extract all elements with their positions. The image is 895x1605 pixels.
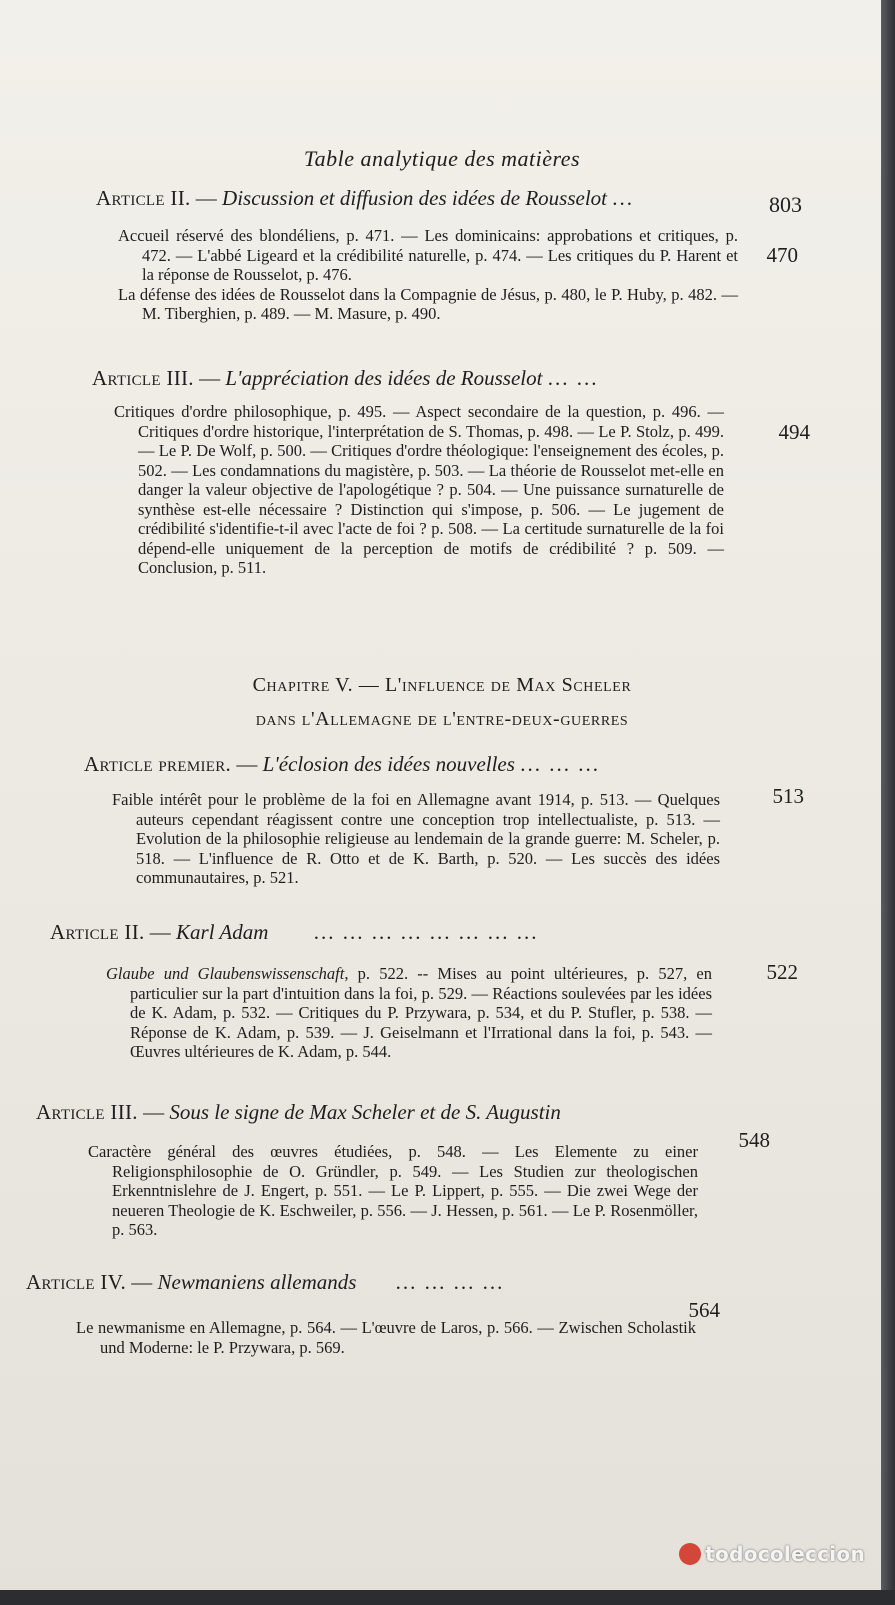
leader-dots: ... ... ... ... ... ... ... ... — [313, 920, 539, 944]
chapter-heading-line: dans l'Allemagne de l'entre-deux-guerres — [255, 708, 629, 730]
chapter-heading — [0, 668, 884, 736]
bottom-background — [0, 1590, 895, 1605]
article-title: Sous le signe de Max Scheler et de S. Augustin — [169, 1100, 561, 1124]
book-page-edge — [881, 0, 895, 1605]
toc-entry-article-iii: Article III. — L'appréciation des idées de Rousselot ... ... — [92, 366, 599, 390]
leader-dots: ... — [612, 186, 635, 210]
article-label: Article II. — [96, 186, 191, 210]
summary-text: , p. 522. -- Mises au point ultérieures, p. 527, en particulier sur la part d'intuition dans la foi, p. 529. — Réactions soulevées par les idées de K. Adam, p. 532. — Critiques du P. Przywara, p. 534, et du P. Stufler, p. 538. — Réponse de K. Adam, p. 539. — J. Geiselmann et l'Irrational dans la foi, p. 543. — Œuvres ultérieures de K. Adam, p. 544. — [130, 964, 712, 1061]
watermark-logo-icon — [679, 1543, 701, 1565]
toc-entry-article-ii-karl-adam: Article II. — Karl Adam ... ... ... ... ... ... ... ... — [50, 920, 539, 944]
summary-paragraph — [106, 964, 712, 1062]
article-page-number: 548 — [738, 1128, 770, 1152]
page-number: 803 — [769, 192, 802, 217]
article-page-number: 494 — [778, 420, 810, 444]
summary-paragraph: Critiques d'ordre philosophique, p. 495. — Aspect secondaire de la question, p. 496. — Critiques d'ordre historique, l'interprétation de S. Thomas, p. 498. — Le P. Stolz, p. 499. — Le P. De Wolf, p. 500. — Critiques d'ordre théologique: l'enseignement des écoles, p. 502. — Les condamnations du magistère, p. 503. — La théorie de Rousselot met-elle en danger la valeur objective de l'apologétique ? p. 504. — Une puissance surnaturelle de synthèse est-elle nécessaire ? Distinction qui s'impose, p. 506. — Le jugement de crédibilité s'identifie-t-il avec l'acte de foi ? p. 508. — La certitude surnaturelle de la foi dépend-elle uniquement de la perception de motifs de crédibilité ? p. 509. — Conclusion, p. 511. — [114, 402, 724, 577]
article-title: Karl Adam — [176, 920, 269, 944]
article-summary — [114, 402, 724, 578]
leader-dots: ... ... ... ... — [395, 1270, 505, 1294]
summary-paragraph: Caractère général des œuvres étudiées, p. 548. — Les Elemente zu einer Religionsphilosophie de O. Gründler, p. 549. — Les Studien zur theologischen Erkenntnislehre de J. Engert, p. 551. — Le P. Lippert, p. 555. — Die zwei Wege der neueren Theologie de K. Eschweiler, p. 556. — J. Hessen, p. 561. — Le P. Rosenmöller, p. 563. — [88, 1142, 698, 1239]
toc-entry-article-iii-scheler: Article III. — Sous le signe de Max Scheler et de S. Augustin — [36, 1100, 561, 1124]
summary-work-title: Glaube und Glaubenswissenschaft — [106, 964, 345, 983]
article-summary — [106, 964, 712, 1062]
toc-entry-article-premier: Article premier. — L'éclosion des idées nouvelles ... ... ... — [84, 752, 600, 776]
running-head: Table analytique des matières — [303, 146, 581, 171]
article-label: Article IV. — [26, 1270, 127, 1294]
summary-paragraph: Accueil réservé des blondéliens, p. 471. — Les dominicains: approbations et critiques, p. 472. — L'abbé Ligeard et la crédibilité naturelle, p. 474. — Les critiques du P. Harent et la réponse de Rousselot, p. 476. — [118, 226, 738, 284]
summary-paragraph: La défense des idées de Rousselot dans la Compagnie de Jésus, p. 480, le P. Huby, p. 482. — M. Tiberghien, p. 489. — M. Masure, p. 490. — [118, 284, 738, 323]
watermark — [679, 1542, 865, 1566]
article-label: Article III. — [36, 1100, 138, 1124]
article-label: Article premier. — [84, 752, 232, 776]
article-page-number: 564 — [688, 1298, 720, 1322]
article-page-number: 470 — [766, 243, 798, 267]
article-title: Newmaniens allemands — [157, 1270, 357, 1294]
watermark-text: todocoleccion — [705, 1542, 865, 1566]
leader-dots: ... ... — [547, 366, 599, 390]
article-summary — [88, 1142, 698, 1240]
article-page-number: 513 — [772, 784, 804, 808]
toc-entry-article-iv: Article IV. — Newmaniens allemands ... ... ... ... — [26, 1270, 505, 1294]
article-title: L'éclosion des idées nouvelles — [262, 752, 515, 776]
leader-dots: ... ... ... — [520, 752, 600, 776]
article-page-number: 522 — [766, 960, 798, 984]
article-title: L'appréciation des idées de Rousselot — [225, 366, 543, 390]
chapter-heading-line: Chapitre V. — L'influence de Max Scheler — [252, 674, 632, 696]
article-summary — [118, 226, 738, 324]
article-summary — [76, 1318, 696, 1357]
article-label: Article II. — [50, 920, 145, 944]
summary-paragraph: Faible intérêt pour le problème de la foi en Allemagne avant 1914, p. 513. — Quelques auteurs cependant réagissent contre une conception trop intellectualiste, p. 513. — Evolution de la philosophie religieuse au lendemain de la grande guerre: M. Scheler, p. 518. — L'influence de R. Otto et de K. Barth, p. 520. — Les succès des idées communautaires, p. 521. — [112, 790, 720, 887]
article-label: Article III. — [92, 366, 194, 390]
summary-paragraph: Le newmanisme en Allemagne, p. 564. — L'œuvre de Laros, p. 566. — Zwischen Scholastik und Moderne: le P. Przywara, p. 569. — [76, 1318, 696, 1357]
article-title: Discussion et diffusion des idées de Rousselot — [222, 186, 608, 210]
toc-entry-article-ii: Article II. — Discussion et diffusion des idées de Rousselot ... — [96, 186, 635, 210]
article-summary — [112, 790, 720, 888]
